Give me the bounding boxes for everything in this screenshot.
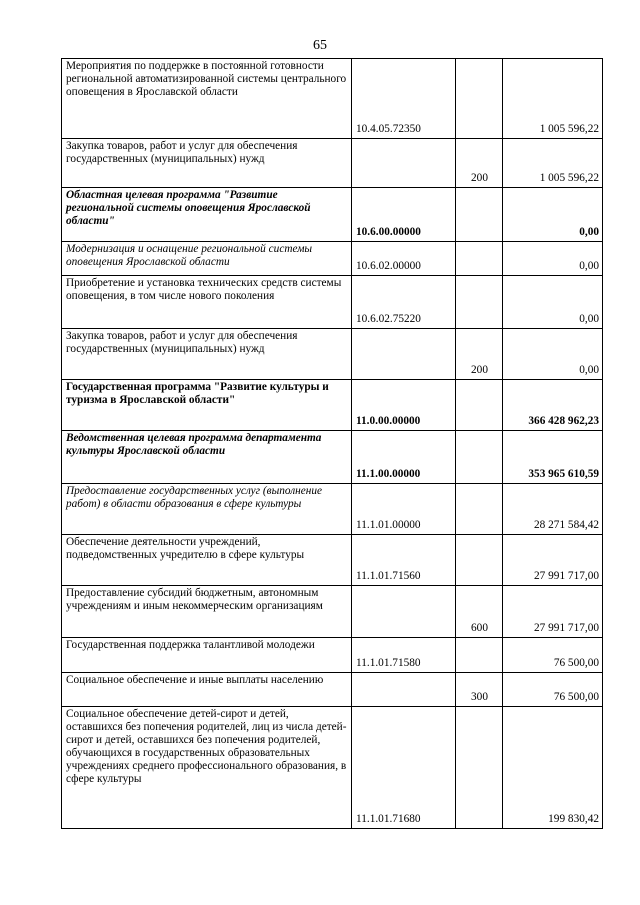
table-row [62, 535, 603, 586]
row-name: Обеспечение деятельности учреждений, подведомственных учредителю в сфере культуры [62, 535, 352, 586]
table-row [62, 484, 603, 535]
row-name: Приобретение и установка технических средств системы оповещения, в том числе нового поколения [62, 276, 352, 329]
row-type [456, 638, 503, 673]
table-row [62, 586, 603, 638]
row-amount: 0,00 [503, 329, 603, 380]
row-code: 10.6.02.00000 [352, 242, 456, 276]
row-amount: 27 991 717,00 [503, 535, 603, 586]
row-type [456, 535, 503, 586]
row-name: Социальное обеспечение и иные выплаты населению [62, 673, 352, 707]
row-type [456, 431, 503, 484]
row-code: 11.1.01.71580 [352, 638, 456, 673]
row-code [352, 586, 456, 638]
row-amount: 353 965 610,59 [503, 431, 603, 484]
row-type: 200 [456, 139, 503, 188]
budget-table [61, 58, 603, 829]
row-code: 10.6.02.75220 [352, 276, 456, 329]
row-type [456, 380, 503, 431]
row-type: 200 [456, 329, 503, 380]
row-code: 11.1.01.00000 [352, 484, 456, 535]
row-amount: 28 271 584,42 [503, 484, 603, 535]
table-row [62, 329, 603, 380]
row-name: Закупка товаров, работ и услуг для обеспечения государственных (муниципальных) нужд [62, 329, 352, 380]
row-name: Мероприятия по поддержке в постоянной готовности региональной автоматизированной системы центрального оповещения в Ярославской области [62, 59, 352, 139]
row-code: 10.6.00.00000 [352, 188, 456, 242]
row-name: Предоставление государственных услуг (выполнение работ) в области образования в сфере культуры [62, 484, 352, 535]
table-row [62, 242, 603, 276]
row-name: Закупка товаров, работ и услуг для обеспечения государственных (муниципальных) нужд [62, 139, 352, 188]
row-type: 600 [456, 586, 503, 638]
row-name: Ведомственная целевая программа департамента культуры Ярославской области [62, 431, 352, 484]
table-row [62, 707, 603, 829]
table-row [62, 673, 603, 707]
row-amount: 27 991 717,00 [503, 586, 603, 638]
row-amount: 0,00 [503, 242, 603, 276]
row-amount: 0,00 [503, 188, 603, 242]
row-code: 11.1.01.71680 [352, 707, 456, 829]
row-code: 10.4.05.72350 [352, 59, 456, 139]
row-name: Государственная поддержка талантливой молодежи [62, 638, 352, 673]
row-code: 11.1.01.71560 [352, 535, 456, 586]
row-amount: 76 500,00 [503, 673, 603, 707]
row-type [456, 707, 503, 829]
table-row [62, 380, 603, 431]
row-code [352, 139, 456, 188]
row-code [352, 329, 456, 380]
row-amount: 366 428 962,23 [503, 380, 603, 431]
page-number: 65 [313, 38, 327, 53]
row-type [456, 242, 503, 276]
row-name: Государственная программа "Развитие культуры и туризма в Ярославской области" [62, 380, 352, 431]
row-amount: 1 005 596,22 [503, 59, 603, 139]
table-row [62, 59, 603, 139]
row-type [456, 484, 503, 535]
table-row [62, 276, 603, 329]
row-type [456, 188, 503, 242]
row-amount: 0,00 [503, 276, 603, 329]
row-name: Модернизация и оснащение региональной системы оповещения Ярославской области [62, 242, 352, 276]
row-name: Социальное обеспечение детей-сирот и детей, оставшихся без попечения родителей, лиц из числа детей-сирот и детей, оставшихся без попечения родителей, обучающихся в государственных образовательных учреждениях среднего профессионального образования, в сфере культуры [62, 707, 352, 829]
row-type: 300 [456, 673, 503, 707]
row-type [456, 276, 503, 329]
row-amount: 1 005 596,22 [503, 139, 603, 188]
row-code: 11.1.00.00000 [352, 431, 456, 484]
row-code [352, 673, 456, 707]
row-type [456, 59, 503, 139]
row-name: Предоставление субсидий бюджетным, автономным учреждениям и иным некоммерческим организациям [62, 586, 352, 638]
row-amount: 199 830,42 [503, 707, 603, 829]
row-code: 11.0.00.00000 [352, 380, 456, 431]
row-name: Областная целевая программа "Развитие региональной системы оповещения Ярославской области" [62, 188, 352, 242]
table-row [62, 139, 603, 188]
table-row [62, 188, 603, 242]
table-row [62, 431, 603, 484]
row-amount: 76 500,00 [503, 638, 603, 673]
table-row [62, 638, 603, 673]
